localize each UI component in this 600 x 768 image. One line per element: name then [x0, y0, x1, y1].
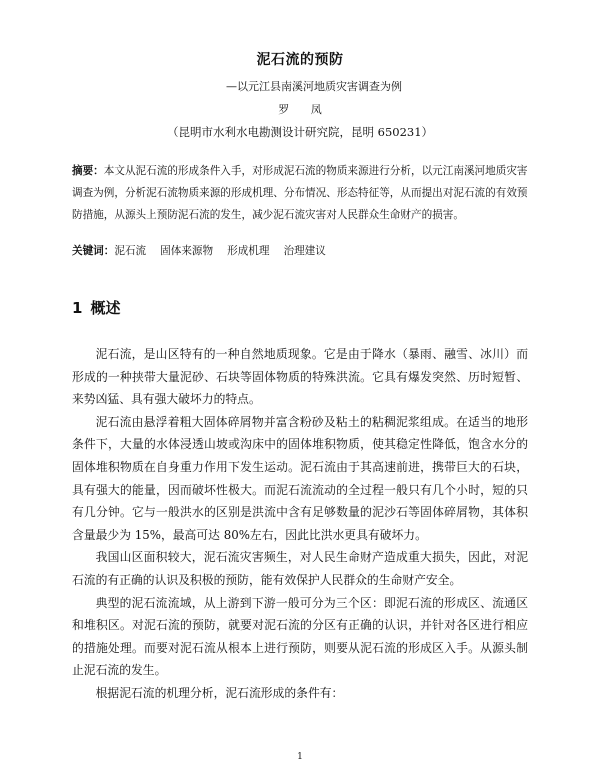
body-paragraph: 典型的泥石流流域，从上游到下游一般可分为三个区：即泥石流的形成区、流通区和堆积区。对泥石流的预防，就要对泥石流的分区有正确的认识，并针对各区进行相应的措施处理。而要对泥石流从根本上进行预防，则要从泥石流的形成区入手。从源头制止泥石流的发生。	[72, 595, 528, 678]
keywords	[72, 243, 340, 258]
keyword-item: 固体来源物	[160, 245, 214, 257]
author-affiliation: （昆明市水利水电勘测设计研究院，昆明 650231）	[166, 125, 434, 139]
abstract-text: 本文从泥石流的形成条件入手，对形成泥石流的物质来源进行分析，以元江南溪河地质灾害调查为例，分析泥石流物质来源的形成机理、分布情况、形态特征等，从而提出对泥石流的有效预防措施，从源头上预防泥石流的发生，减少泥石流灾害对人民群众生命财产的损害。	[72, 165, 528, 221]
keyword-item: 形成机理	[227, 245, 270, 257]
section-heading	[72, 297, 120, 318]
abstract-label: 摘要：	[72, 165, 104, 177]
keyword-item: 治理建议	[283, 245, 326, 257]
body-text	[72, 343, 528, 705]
body-paragraph: 根据泥石流的机理分析，泥石流形成的条件有：	[95, 685, 344, 700]
section-title: 概述	[90, 299, 121, 317]
paper-title: 泥石流的预防	[256, 52, 344, 68]
keywords-label: 关键词：	[72, 245, 115, 257]
abstract	[72, 160, 528, 226]
keyword-item: 泥石流	[114, 245, 147, 257]
body-paragraph: 泥石流，是山区特有的一种自然地质现象。它是由于降水（暴雨、融雪、冰川）而形成的一种挟带大量泥砂、石块等固体物质的特殊洪流。它具有爆发突然、历时短暂、来势凶猛、具有强大破坏力的特点。	[72, 347, 528, 407]
author-name: 罗 凤	[278, 103, 322, 116]
paper-subtitle: —以元江县南溪河地质灾害调查为例	[226, 80, 402, 93]
page-number: 1	[297, 752, 303, 762]
body-paragraph: 泥石流由悬浮着粗大固体碎屑物并富含粉砂及粘土的粘稠泥浆组成。在适当的地形条件下，大量的水体浸透山坡或沟床中的固体堆积物质，使其稳定性降低，饱含水分的固体堆积物质在自身重力作用下发生运动。泥石流由于其高速前进，携带巨大的石块，具有强大的能量，因而破坏性极大。而泥石流流动的全过程一般只有几个小时，短的只有几分钟。它与一般洪水的区别是洪流中含有足够数量的泥沙石等固体碎屑物，其体积含量最少为 15%，最高可达 80%左右，因此比洪水更具有破坏力。	[72, 414, 528, 542]
section-number: 1	[72, 299, 83, 317]
body-paragraph: 我国山区面积较大，泥石流灾害频生，对人民生命财产造成重大损失，因此，对泥石流的有正确的认识及积极的预防，能有效保护人民群众的生命财产安全。	[72, 550, 528, 587]
